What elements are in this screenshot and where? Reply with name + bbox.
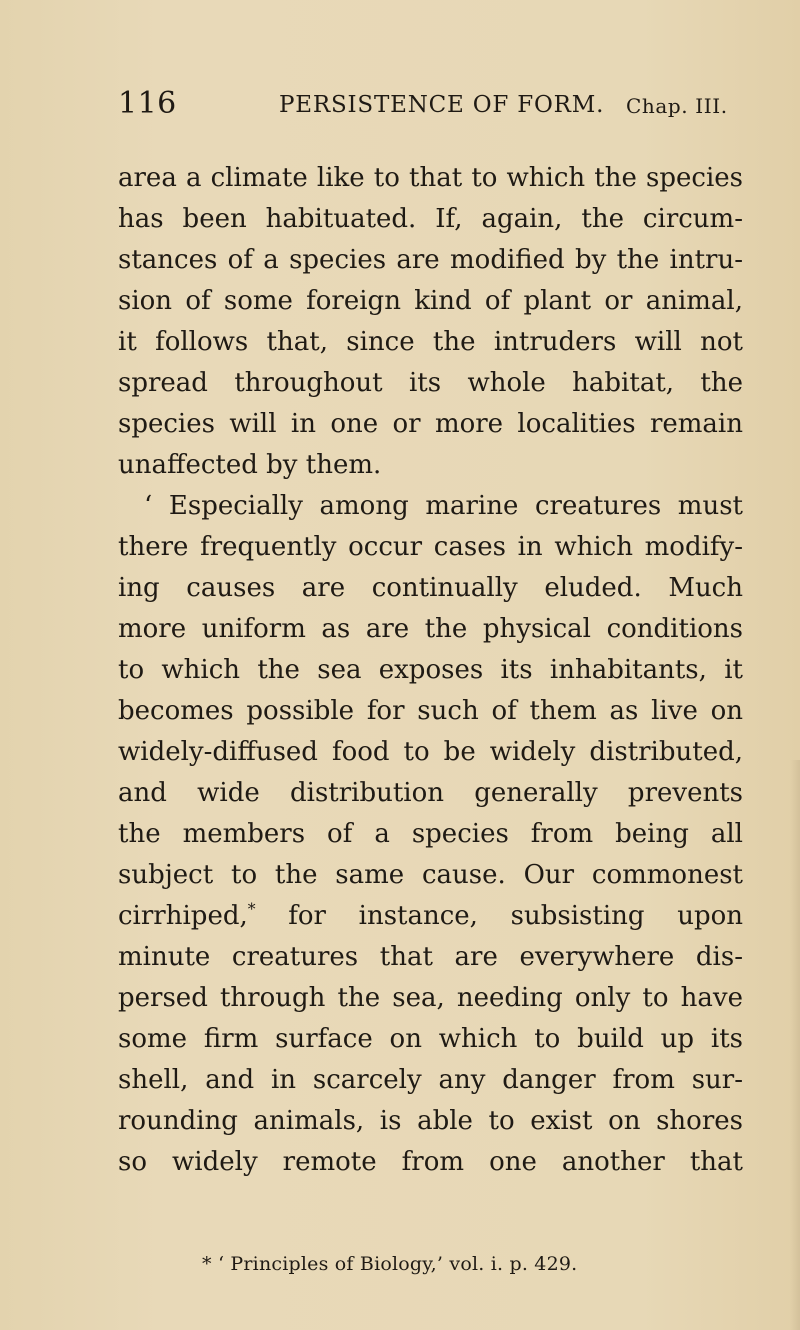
page-number: 116 xyxy=(118,86,177,121)
text-line: and wide distribution generally prevents xyxy=(118,778,743,808)
text-line: stances of a species are modified by the intru- xyxy=(118,245,743,275)
text-line: so widely remote from one another that xyxy=(118,1147,743,1177)
text-line: shell, and in scarcely any danger from sur- xyxy=(118,1065,743,1095)
text-line: becomes possible for such of them as live on xyxy=(118,696,743,726)
chapter-label: Chap. III. xyxy=(626,94,728,118)
text-line: widely-diffused food to be widely distributed, xyxy=(118,737,743,767)
running-title: PERSISTENCE OF FORM. xyxy=(279,92,605,118)
text-line: to which the sea exposes its inhabitants, it xyxy=(118,655,743,685)
text-line: more uniform as are the physical conditions xyxy=(118,614,743,644)
text-line: rounding animals, is able to exist on shores xyxy=(118,1106,743,1136)
text-line: some firm surface on which to build up its xyxy=(118,1024,743,1054)
footnote-marker: * xyxy=(247,900,256,919)
page-edge-shadow xyxy=(790,760,800,1330)
text-line: area a climate like to that to which the species xyxy=(118,163,743,193)
text-line: has been habituated. If, again, the circum- xyxy=(118,204,743,234)
text-line: the members of a species from being all xyxy=(118,819,743,849)
text-line: it follows that, since the intruders will not xyxy=(118,327,743,357)
text-line: minute creatures that are everywhere dis- xyxy=(118,942,743,972)
text-line-rest: for instance, subsisting upon xyxy=(288,901,744,931)
text-line: there frequently occur cases in which modify- xyxy=(118,532,743,562)
text-line: unaffected by them. xyxy=(118,450,382,480)
text-line: ‘ Especially among marine creatures must xyxy=(144,491,743,521)
text-line: species will in one or more localities remain xyxy=(118,409,743,439)
text-line: sion of some foreign kind of plant or animal, xyxy=(118,286,743,316)
text-line-with-footnote xyxy=(118,896,743,937)
text-line: subject to the same cause. Our commonest xyxy=(118,860,743,890)
body-text xyxy=(118,158,743,1183)
running-head xyxy=(0,0,800,140)
footnote: * ‘ Principles of Biology,’ vol. i. p. 429. xyxy=(202,1253,578,1275)
cirrhiped-word: cirrhiped, xyxy=(118,901,248,931)
text-line: persed through the sea, needing only to have xyxy=(118,983,743,1013)
text-line: spread throughout its whole habitat, the xyxy=(118,368,743,398)
text-line: ing causes are continually eluded. Much xyxy=(118,573,743,603)
